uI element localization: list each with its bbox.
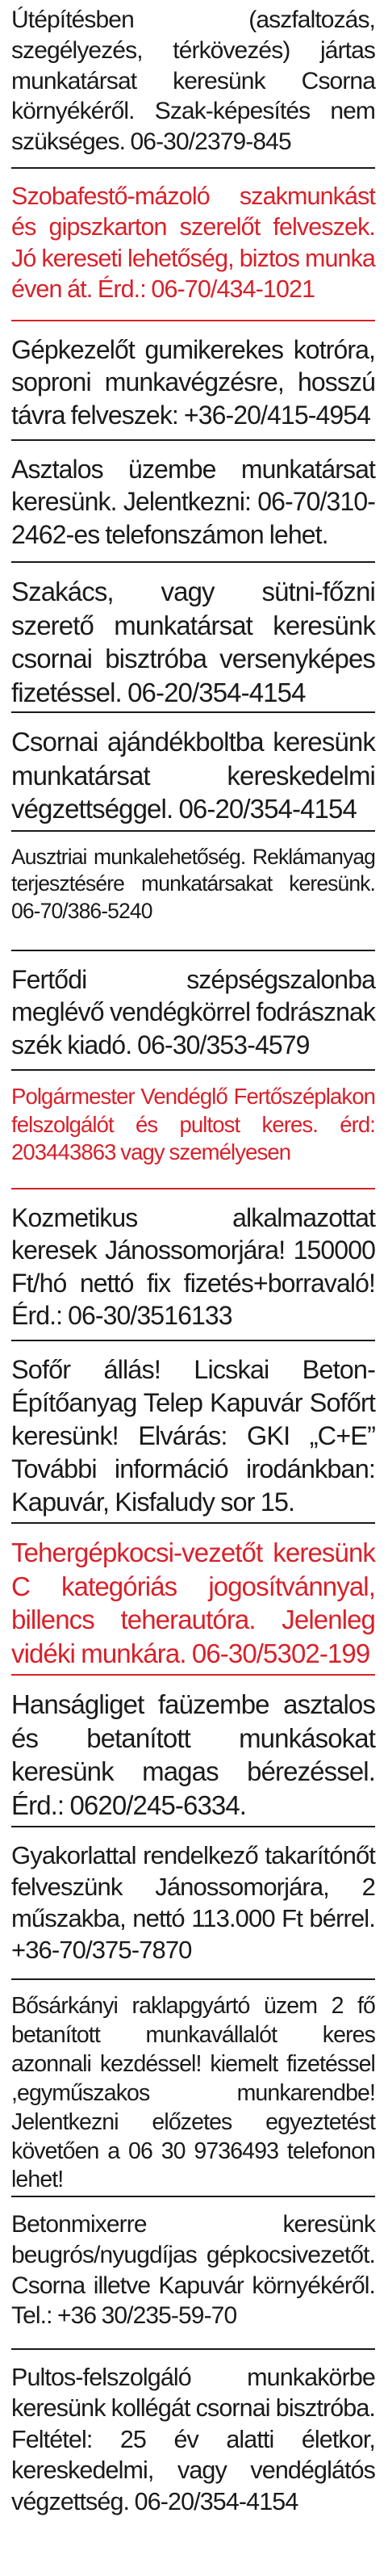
job-ad <box>11 1189 375 1341</box>
ad-text: Szobafestő-mázoló szakmunkást és gipszkarton szerelőt felveszek. Jó kereseti lehetőség, biztos munka éven át. Érd.: 06-70/434-1021 <box>11 183 375 304</box>
job-ad <box>11 441 375 563</box>
job-ad <box>11 321 375 441</box>
ad-text: Csornai ajándékboltba keresünk munkatársat kereskedelmi végzettséggel. 06-20/354-4154 <box>11 727 375 824</box>
ad-text: Pultos-felszolgáló munkakörbe keresünk kollégát csornai bisztróba. Feltétel: 25 év alatti életkor, kereskedelmi, vagy vendéglátós végzettség. 06-20/354-4154 <box>11 2364 375 2515</box>
job-ad <box>11 2197 375 2350</box>
ad-text: Hanságliget faüzembe asztalos és betanított munkásokat keresünk magas bérezéssel. Érd.: 0620/245-6334. <box>11 1689 375 1820</box>
ad-text: Polgármester Vendéglő Fertőszéplakon felszolgálót és pultost keres. érd: 203443863 vagy személyesen <box>11 1084 375 1165</box>
job-ad <box>11 713 375 832</box>
job-ad <box>11 1980 375 2197</box>
job-ad <box>11 1676 375 1827</box>
job-ad <box>11 1524 375 1676</box>
ad-text: Útépítésben (aszfaltozás, szegélyezés, térkövezés) jártas munkatársat keresünk Csorna környékéről. Szak-képesítés nem szükséges. 06-30/2379-845 <box>11 6 375 156</box>
ad-text: Asztalos üzembe munkatársat keresünk. Jelentkezni: 06-70/310-2462-es telefonszámon lehet. <box>11 455 375 549</box>
job-ad <box>11 1341 375 1524</box>
job-ad <box>11 832 375 951</box>
job-ad <box>11 1827 375 1980</box>
ad-text: Ausztriai munkalehetőség. Reklámanyag terjesztésére munkatársakat keresünk. 06-70/386-5240 <box>11 845 375 923</box>
ad-text: Bősárkányi raklapgyártó üzem 2 fő betanított munkavállalót keres azonnali kezdéssel! kiemelt fizetéssel ,egyműszakos munkarendbe! Jelentkezni előzetes egyeztetést követően a 06 30 9736493 telefonon lehet! <box>11 1993 375 2193</box>
ad-text: Tehergépkocsi-vezetőt keresünk C kategóriás jogosítvánnyal, billencs teherautóra. Jelenleg vidéki munkára. 06-30/5302-199 <box>11 1538 375 1668</box>
job-ad <box>11 563 375 713</box>
ad-text: Betonmixerre keresünk beugrós/nyugdíjas gépkocsivezetőt. Csorna illetve Kapuvár környékéről. Tel.: +36 30/235-59-70 <box>11 2211 375 2330</box>
job-ad <box>11 0 375 169</box>
ad-text: Fertődi szépségszalonba meglévő vendégkörrel fodrásznak szék kiadó. 06-30/353-4579 <box>11 965 375 1059</box>
ad-text: Szakács, vagy sütni-főzni szerető munkatársat keresünk csornai bisztróba versenyképes fizetéssel. 06-20/354-4154 <box>11 577 375 707</box>
ad-text: Kozmetikus alkalmazottat keresek Jánossomorjára! 150000 Ft/hó nettó fix fizetés+borravaló! Érd.: 06-30/3516133 <box>11 1203 375 1330</box>
ad-text: Sofőr állás! Licskai Beton-Építőanyag Telep Kapuvár Sofőrt keresünk! Elvárás: GKI „C+E” További információ irodánkban: Kapuvár, Kisfaludy sor 15. <box>11 1355 375 1517</box>
ad-text: Gyakorlattal rendelkező takarítónőt felveszünk Jánossomorjára, 2 műszakba, nettó 113.000 Ft bérrel. +36-70/375-7870 <box>11 1841 375 1965</box>
job-ad <box>11 2350 375 2532</box>
job-ad <box>11 169 375 321</box>
ad-text: Gépkezelőt gumikerekes kotróra, soproni munkavégzésre, hosszú távra felveszek: +36-20/415-4954 <box>11 335 375 430</box>
job-ad <box>11 951 375 1071</box>
job-ad <box>11 1071 375 1189</box>
